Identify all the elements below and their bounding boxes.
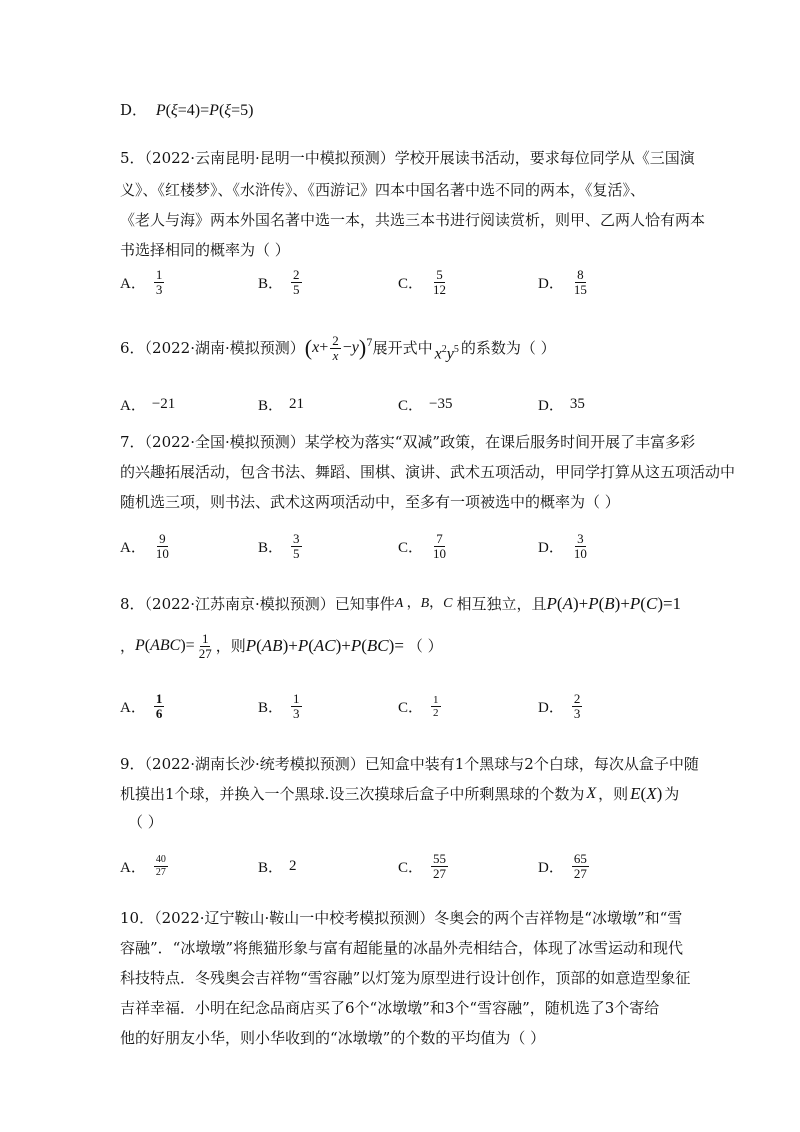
- q4-option-d: D． P(ξ=4)=P(ξ=5): [120, 101, 254, 119]
- q6-options: [120, 384, 740, 424]
- frac-den: 3: [155, 281, 163, 297]
- q9-line-2b: ，则: [598, 785, 629, 803]
- q8-option-b[interactable]: [258, 686, 304, 726]
- fraction: $\frac{1}{27}$: [198, 630, 212, 661]
- q8-line-2: ， P(ABC)= $\frac{1}{27}$ ，则 P(AB)+P(AC)+P(BC)= （ ）: [120, 630, 443, 661]
- frac-num: 2: [293, 266, 300, 282]
- q6-suffix: 的系数为（ ）: [460, 339, 556, 357]
- fraction: [291, 532, 302, 561]
- frac-den: 15: [573, 281, 587, 297]
- frac-num: 55: [433, 850, 447, 866]
- q6-mid: 展开式中: [372, 339, 433, 357]
- fraction: [431, 852, 448, 881]
- q7-line-2: 的兴趣拓展活动，包含书法、舞蹈、围棋、演讲、武术五项活动，甲同学打算从这五项活动中: [120, 463, 736, 481]
- q4-option-d-label: D．: [120, 101, 148, 119]
- q9-line-2a: 机摸出1个球，并换入一个黑球.设三次摸球后盒子中所剩黑球的个数为: [120, 785, 585, 803]
- frac-num: 2: [573, 690, 581, 706]
- q6-term: $x^2y^5$: [434, 343, 459, 363]
- q8-end: （ ）: [407, 637, 443, 655]
- q8-indep: 相互独立，且: [456, 595, 547, 613]
- option-value: 35: [569, 395, 585, 412]
- q6-option-c[interactable]: [398, 384, 452, 424]
- q5-line-1: 5．（2022·云南昆明·昆明一中模拟预测）学校开展读书活动，要求每位同学从《三国演: [120, 149, 695, 167]
- q8-then: ，则: [215, 637, 246, 655]
- q6-option-d[interactable]: [538, 384, 585, 424]
- q9-var-x: X: [586, 785, 597, 802]
- q7-option-b[interactable]: [258, 526, 304, 566]
- q10-line-4: 吉祥幸福．小明在纪念品商店买了6个“冰墩墩”和3个“雪容融”，随机选了3个寄给: [120, 999, 660, 1017]
- frac-den: 3: [293, 705, 300, 721]
- option-label: C．: [398, 699, 424, 716]
- q8-prefix: 8．（2022·江苏南京·模拟预测）已知事件: [120, 595, 395, 613]
- frac-num: 1: [155, 690, 163, 706]
- option-label: C．: [398, 275, 424, 292]
- frac-num: 5: [436, 266, 443, 282]
- q9-line-3: （ ）: [128, 813, 163, 831]
- q5-option-c[interactable]: [398, 262, 450, 302]
- q5-options: [120, 262, 740, 302]
- q6-expression: ( x + $\frac{2}{x}$ − y ) $^7$: [304, 332, 373, 363]
- option-label: D．: [538, 859, 564, 876]
- option-value: −21: [151, 395, 176, 412]
- q10-line-3: 科技特点．冬残奥会吉祥物“雪容融”以灯笼为原型进行设计创作，顶部的如意造型象征: [120, 969, 691, 987]
- frac-num: 1: [433, 693, 439, 706]
- fraction: [431, 268, 448, 297]
- q9-option-b[interactable]: [258, 846, 297, 886]
- fraction: [154, 268, 165, 297]
- q10-line-5: 他的好朋友小华，则小华收到的“冰墩墩”的个数的平均值为（ ）: [120, 1029, 546, 1047]
- fraction: [431, 532, 448, 561]
- frac-den: 12: [433, 281, 447, 297]
- q5-line-3: 《老人与海》两本外国名著中选一本，共选三本书进行阅读赏析，则甲、乙两人恰有两本: [120, 211, 706, 229]
- q5-line-2: 义》、《红楼梦》、《水浒传》、《西游记》四本中国名著中选不同的两本，《复活》、: [120, 181, 646, 199]
- frac-num: 3: [293, 530, 300, 546]
- frac-den: 27: [573, 865, 587, 881]
- option-label: C．: [398, 539, 424, 556]
- option-label: D．: [538, 699, 564, 716]
- option-label: A．: [120, 699, 146, 716]
- q5-line-4: 书选择相同的概率为（ ）: [120, 241, 290, 259]
- q9-option-a[interactable]: [120, 846, 170, 886]
- option-label: B．: [258, 397, 284, 414]
- q9-option-c[interactable]: [398, 846, 450, 886]
- option-label: D．: [538, 275, 564, 292]
- q9-option-d[interactable]: [538, 846, 591, 886]
- frac-num: 40: [155, 853, 166, 865]
- frac-den: 2: [433, 706, 439, 719]
- q8-events: A ，B，C: [394, 596, 453, 611]
- option-label: B．: [258, 275, 284, 292]
- q9-line-1: 9．（2022·湖南长沙·统考模拟预测）已知盒中装有1个黑球与2个白球，每次从盒子中随: [120, 755, 699, 773]
- q8-sum-condition: P(A)+P(B)+P(C)=1: [546, 594, 682, 613]
- fraction: [572, 268, 589, 297]
- frac-num: 1: [155, 266, 163, 282]
- fraction: [154, 854, 168, 879]
- frac-num: 3: [577, 530, 584, 546]
- q7-line-3: 随机选三项，则书法、武术这两项活动中，至多有一项被选中的概率为（ ）: [120, 493, 620, 511]
- option-label: B．: [258, 699, 284, 716]
- q5-option-a[interactable]: [120, 262, 166, 302]
- q8-options: [120, 686, 740, 726]
- frac-num: 7: [436, 530, 443, 546]
- frac-den: 5: [293, 545, 300, 561]
- fraction: [291, 692, 302, 721]
- q6-prefix: 6．（2022·湖南·模拟预测）: [120, 339, 305, 357]
- frac-den: 3: [573, 705, 581, 721]
- q6-option-a[interactable]: [120, 384, 175, 424]
- q8-line-1: [120, 594, 681, 614]
- option-label: B．: [258, 539, 284, 556]
- frac-num: 1: [293, 690, 300, 706]
- option-label: D．: [538, 397, 564, 414]
- frac-den: 5: [293, 281, 300, 297]
- fraction: [431, 694, 441, 719]
- option-label: C．: [398, 397, 424, 414]
- q8-option-a[interactable]: [120, 686, 166, 726]
- fraction: [154, 532, 171, 561]
- q7-option-a[interactable]: [120, 526, 173, 566]
- fraction: [572, 532, 589, 561]
- option-label: D．: [538, 539, 564, 556]
- option-value: 2: [289, 857, 297, 874]
- option-label: B．: [258, 859, 284, 876]
- frac-den: 10: [573, 545, 587, 561]
- q7-option-c[interactable]: [398, 526, 450, 566]
- frac-num: 8: [577, 266, 584, 282]
- frac-den: 27: [155, 866, 166, 878]
- option-label: C．: [398, 859, 424, 876]
- option-value: −35: [429, 395, 453, 412]
- frac-den: 6: [155, 705, 163, 721]
- option-label: A．: [120, 397, 146, 414]
- q9-line-2: [120, 784, 679, 804]
- q4-option-d-math: P: [155, 102, 166, 119]
- fraction: [572, 692, 583, 721]
- q8-option-c[interactable]: [398, 686, 443, 726]
- fraction: [154, 692, 165, 721]
- q9-options: [120, 846, 740, 886]
- fraction: [291, 268, 302, 297]
- q10-line-1: 10．（2022·辽宁鞍山·鞍山一中校考模拟预测）冬奥会的两个吉祥物是“冰墩墩”和“雪: [120, 909, 683, 927]
- q7-line-1: 7．（2022·全国·模拟预测）某学校为落实“双减”政策，在课后服务时间开展了丰富多彩: [120, 433, 696, 451]
- q6-option-b[interactable]: [258, 384, 304, 424]
- q9-expectation: E(X): [630, 784, 663, 803]
- frac-num: 9: [159, 530, 166, 546]
- option-value: 21: [289, 395, 305, 412]
- option-label: A．: [120, 275, 146, 292]
- q8-pabc: P(ABC)=: [135, 637, 195, 654]
- frac-den: 10: [433, 545, 447, 561]
- q7-option-d[interactable]: [538, 526, 591, 566]
- q8-target-expression: P(AB)+P(AC)+P(BC)=: [245, 636, 404, 655]
- q5-option-b[interactable]: [258, 262, 304, 302]
- frac-den: 10: [155, 545, 169, 561]
- q9-line-2c: 为: [664, 785, 680, 803]
- q5-option-d[interactable]: [538, 262, 591, 302]
- option-label: A．: [120, 539, 146, 556]
- option-label: A．: [120, 859, 146, 876]
- q6-stem: [120, 330, 556, 366]
- frac-den: 27: [433, 865, 447, 881]
- q8-option-d[interactable]: [538, 686, 584, 726]
- frac-num: 65: [573, 850, 587, 866]
- q7-options: [120, 526, 740, 566]
- fraction: [572, 852, 589, 881]
- q10-line-2: 容融”．“冰墩墩”将熊猫形象与富有超能量的冰晶外壳相结合，体现了冰雪运动和现代: [120, 939, 684, 957]
